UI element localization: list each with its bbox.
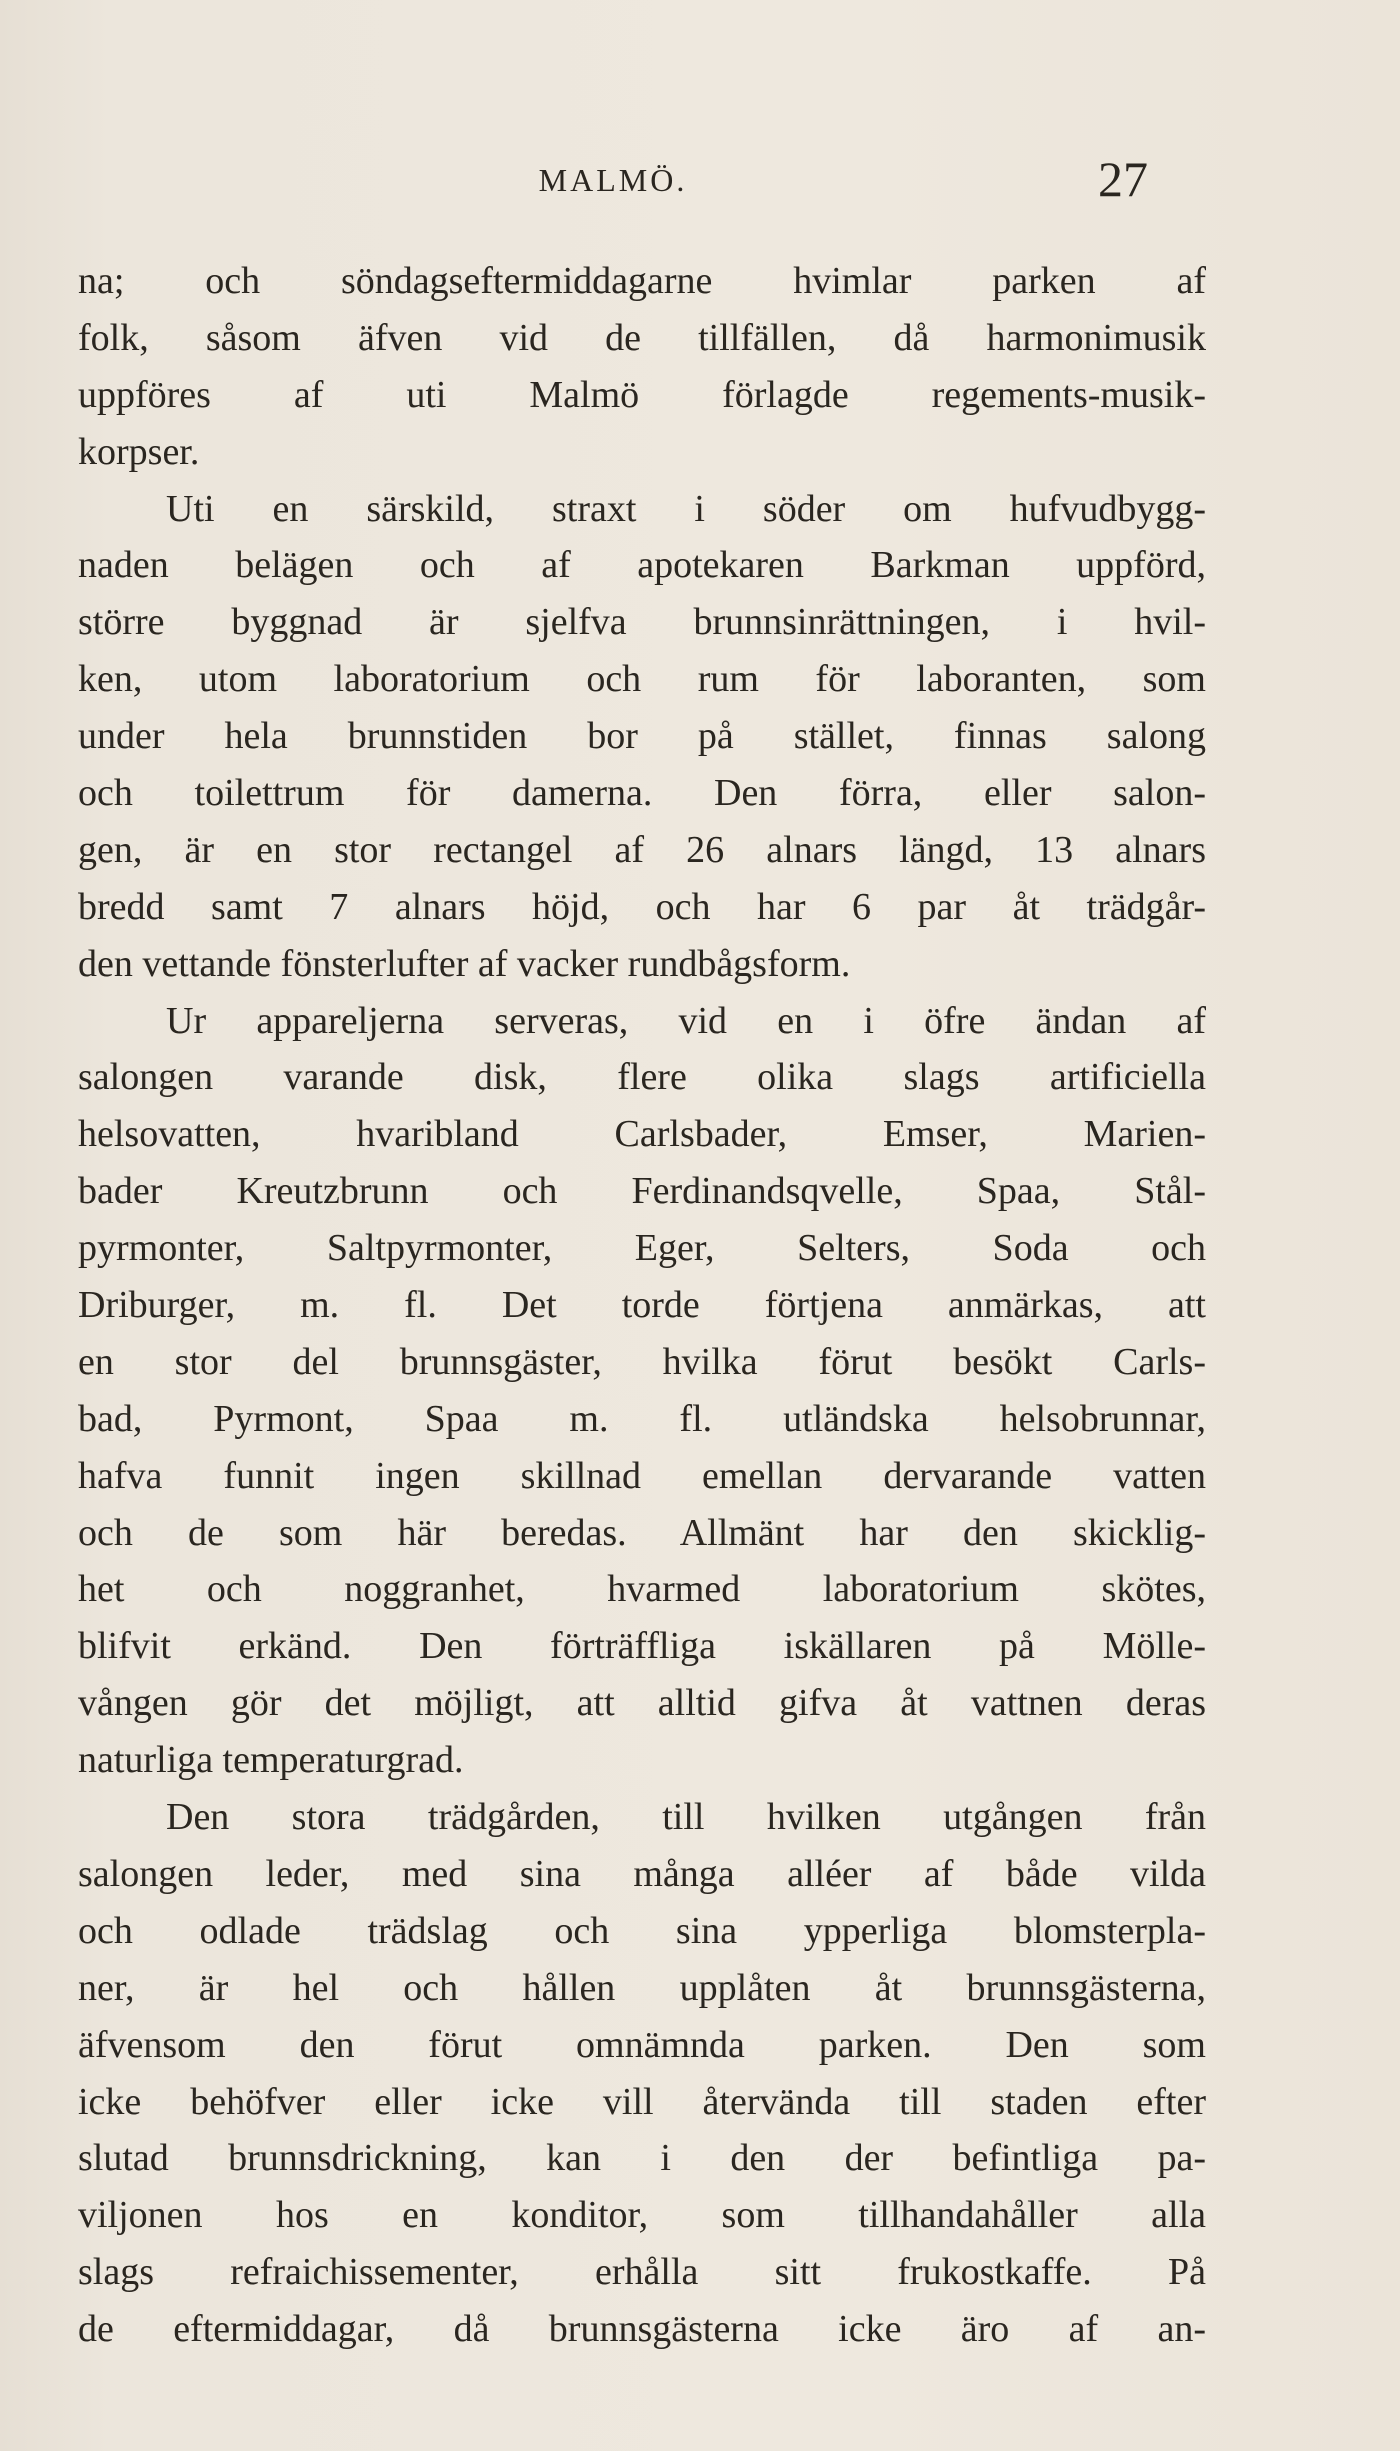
text-line: under hela brunnstiden bor på stället, finnas salong [78,715,1206,758]
text-line: salongen leder, med sina många alléer af både vilda [78,1852,1206,1895]
text-line: uppföres af uti Malmö förlagde regements-musik- [78,373,1206,416]
text-line: vången gör det möjligt, att alltid gifva åt vattnen deras [78,1682,1206,1725]
text-line: gen, är en stor rectangel af 26 alnars längd, 13 alnars [78,828,1206,871]
text-line: viljonen hos en konditor, som tillhandahåller alla [78,2194,1206,2237]
text-line: större byggnad är sjelfva brunnsinrättningen, i hvil- [78,601,1206,644]
text-line: och de som här beredas. Allmänt har den skicklig- [78,1511,1206,1554]
text-line: ner, är hel och hållen upplåten åt brunnsgästerna, [78,1966,1206,2009]
text-line: het och noggranhet, hvarmed laboratorium skötes, [78,1568,1206,1611]
text-line: ken, utom laboratorium och rum för laboranten, som [78,658,1206,701]
text-line: icke behöfver eller icke vill återvända till staden efter [78,2080,1206,2123]
page-number: 27 [1098,151,1148,207]
text-line: och toilettrum för damerna. Den förra, eller salon- [78,772,1206,815]
text-line: blifvit erkänd. Den förträffliga iskällaren på Mölle- [78,1625,1206,1668]
text-line: Uti en särskild, straxt i söder om hufvudbygg- [166,487,1206,530]
text-line: naden belägen och af apotekaren Barkman uppförd, [78,544,1206,587]
text-line: slutad brunnsdrickning, kan i den der befintliga pa- [78,2137,1206,2180]
text-line: slags refraichissementer, erhålla sitt frukostkaffe. På [78,2251,1206,2294]
text-line: Driburger, m. fl. Det torde förtjena anmärkas, att [78,1284,1206,1327]
text-line: de eftermiddagar, då brunnsgästerna icke äro af an- [78,2308,1206,2351]
text-line: äfvensom den förut omnämnda parken. Den som [78,2023,1206,2066]
text-line: den vettande fönsterlufter af vacker rundbågsform. [78,942,851,985]
text-line: pyrmonter, Saltpyrmonter, Eger, Selters, Soda och [78,1227,1206,1270]
text-line: en stor del brunnsgäster, hvilka förut besökt Carls- [78,1340,1206,1383]
text-line: folk, såsom äfven vid de tillfällen, då harmonimusik [78,316,1206,359]
text-line: bredd samt 7 alnars höjd, och har 6 par åt trädgår- [78,885,1206,928]
body-text [78,253,1206,2358]
text-line: bad, Pyrmont, Spaa m. fl. utländska helsobrunnar, [78,1397,1206,1440]
text-line: salongen varande disk, flere olika slags artificiella [78,1056,1206,1099]
text-line: helsovatten, hvaribland Carlsbader, Emser, Marien- [78,1113,1206,1156]
text-line: hafva funnit ingen skillnad emellan dervarande vatten [78,1454,1206,1497]
text-line: naturliga temperaturgrad. [78,1739,464,1782]
running-head: MALMÖ. [538,162,688,198]
text-line: na; och söndagseftermiddagarne hvimlar parken af [78,260,1206,302]
text-line: Ur appareljerna serveras, vid en i öfre ändan af [166,999,1206,1042]
text-line: korpser. [78,430,200,473]
page-header [78,150,1148,210]
text-line: bader Kreutzbrunn och Ferdinandsqvelle, Spaa, Stål- [78,1170,1206,1213]
text-line: och odlade trädslag och sina ypperliga blomsterpla- [78,1909,1206,1952]
text-line: Den stora trädgården, till hvilken utgången från [166,1796,1206,1839]
